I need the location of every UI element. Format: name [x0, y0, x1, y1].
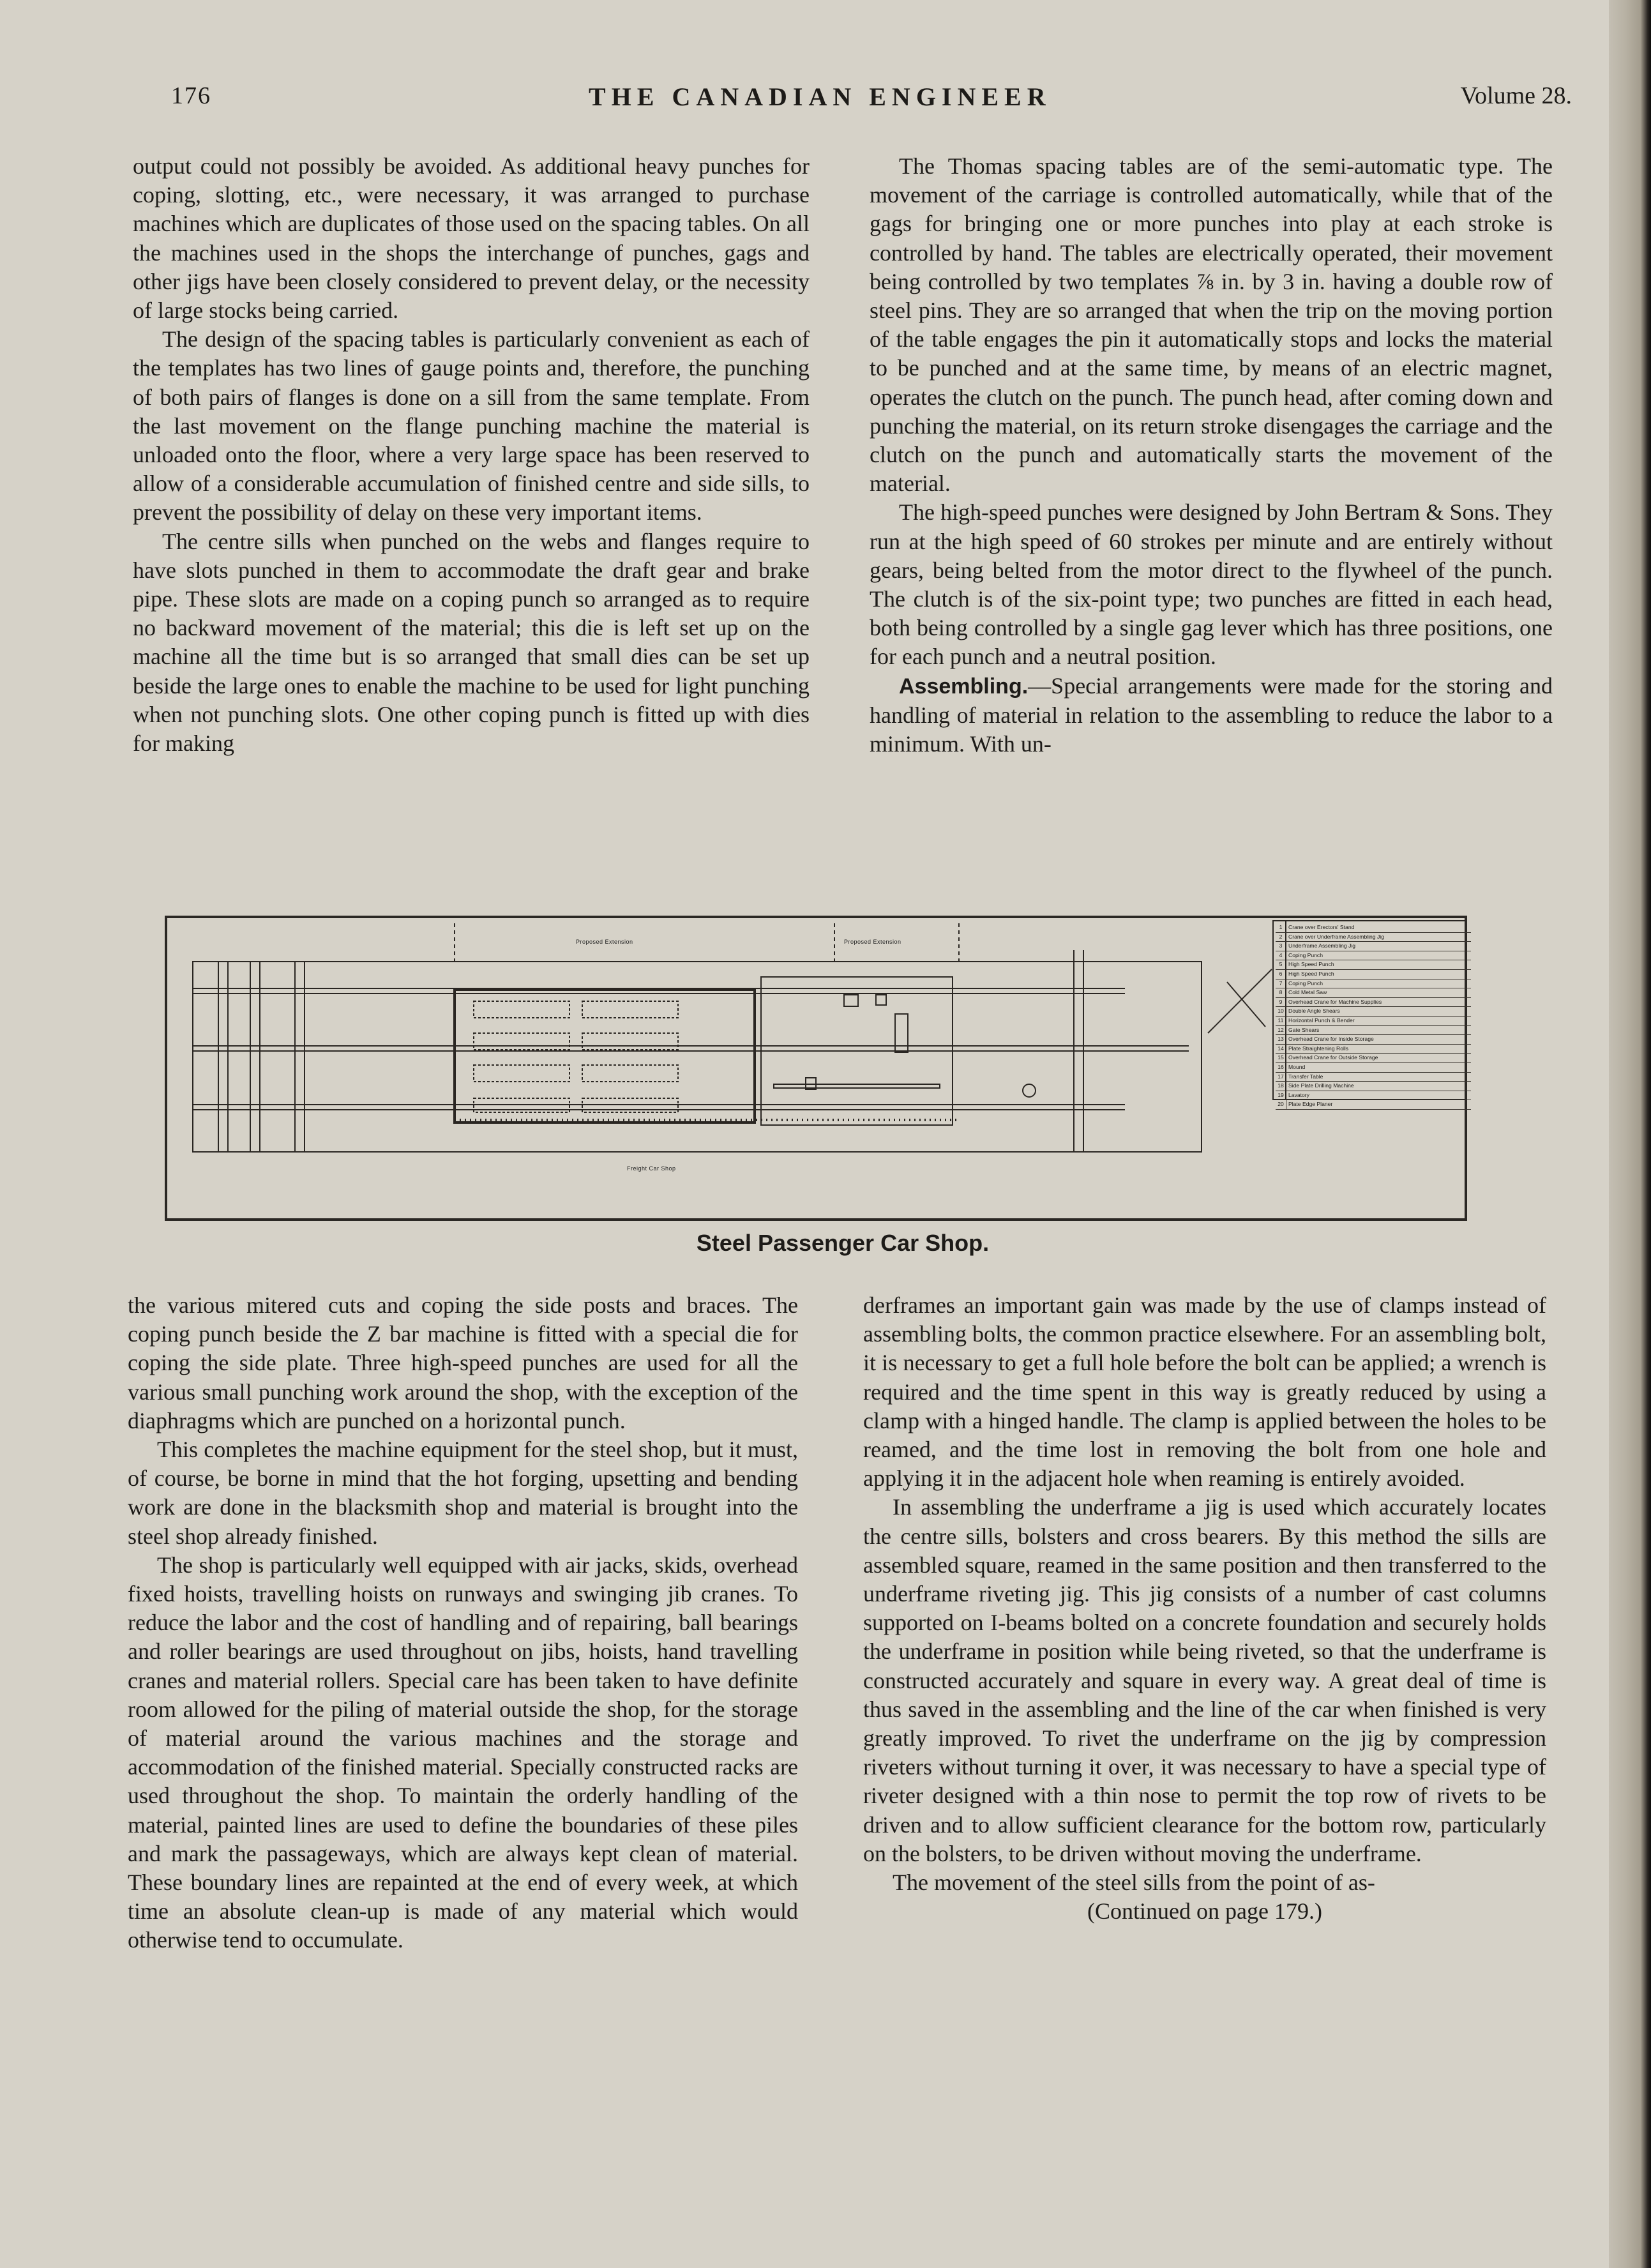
column-top-left [133, 152, 810, 758]
legend-number: 5 [1276, 960, 1286, 969]
paragraph: In assembling the underframe a jig is used which accurately locates the centre sills, bolsters and cross bearers. By this method the sills are assembled square, reamed in the same position and then transferred to the underframe riveting jig. This jig consists of a number of cast columns supported on I-beams bolted on a concrete foundation and securely holds the underframe in position while being riveted, so that the underframe is constructed accurately and square in every way. A great deal of time is thus saved in the assembling and the line of the car when finished is very greatly improved. To rivet the underframe on the jig by compression riveters without turning it over, it was necessary to have a special type of riveter designed with a thin nose to permit the top row of rivets to be driven and to allow sufficient clearance for the bottom row, particularly on the bolsters, to be driven without moving the underframe. [863, 1494, 1546, 1866]
column-bottom-left [128, 1291, 798, 1955]
plan-legend [1276, 923, 1471, 1110]
paragraph [870, 672, 1553, 759]
paragraph: The movement of the steel sills from the point of as- [893, 1870, 1375, 1896]
legend-text: Double Angle Shears [1288, 1008, 1340, 1015]
legend-row [1276, 933, 1471, 942]
legend-number: 19 [1276, 1091, 1286, 1100]
label-freight-car-shop: Freight Car Shop [627, 1165, 676, 1172]
paragraph: the various mitered cuts and coping the side posts and braces. The coping punch beside the Z bar machine is fitted with a special die for coping the side plate. Three high-speed punches are used for all the various small punching work around the shop, with the exception of the diaphragms which are punched on a horizontal punch. [128, 1292, 798, 1433]
page-header [167, 82, 1572, 120]
legend-row [1276, 1045, 1471, 1054]
paragraph: The centre sills when punched on the webs and flanges require to have slots punched in them to accommodate the draft gear and brake pipe. These slots are made on a coping punch so arranged as to require no backward movement of the material; this die is left set up on the machine all the time but is so arranged that small dies can be set up beside the large ones to enable the machine to be used for light punching when not punching slots. One other coping punch is fitted up with dies for making [133, 528, 810, 757]
legend-row [1276, 923, 1471, 933]
label-proposed-extension-2: Proposed Extension [844, 939, 901, 945]
legend-number: 9 [1276, 998, 1286, 1007]
legend-number: 13 [1276, 1035, 1286, 1044]
legend-row [1276, 1035, 1471, 1045]
legend-text: Coping Punch [1288, 951, 1323, 958]
legend-text: High Speed Punch [1288, 961, 1334, 968]
legend-number: 7 [1276, 979, 1286, 988]
legend-number: 10 [1276, 1007, 1286, 1016]
legend-number: 8 [1276, 988, 1286, 997]
book-spine-edge [1609, 0, 1651, 2268]
legend-text: Side Plate Drilling Machine [1288, 1082, 1354, 1089]
legend-number: 12 [1276, 1026, 1286, 1035]
column-bottom-right [863, 1291, 1546, 1926]
legend-text: Lavatory [1288, 1091, 1309, 1098]
legend-row [1276, 951, 1471, 961]
legend-row [1276, 960, 1471, 970]
column-top-right [870, 152, 1553, 759]
legend-row [1276, 988, 1471, 998]
legend-row [1276, 1007, 1471, 1017]
legend-row [1276, 1026, 1471, 1036]
paragraph: The high-speed punches were designed by John Bertram & Sons. They run at the high speed of 60 strokes per minute and are entirely without gears, being belted from the motor direct to the flywheel of the punch. The clutch is of the six-point type; two punches are fitted in each head, both being controlled by a single gag lever which has three positions, one for each punch and a neutral position. [870, 499, 1553, 670]
page-number: 176 [171, 82, 211, 109]
legend-number: 1 [1276, 923, 1286, 932]
subheading-assembling: Assembling. [899, 674, 1029, 699]
legend-text: Plate Straightening Rolls [1288, 1045, 1349, 1052]
continued-note: (Continued on page 179.) [1087, 1898, 1322, 1924]
legend-text: Gate Shears [1288, 1026, 1320, 1033]
legend-text: Coping Punch [1288, 979, 1323, 987]
paragraph: output could not possibly be avoided. As additional heavy punches for coping, slotting, etc., were necessary, it was arranged to purchase machines which are duplicates of those used on the spacing tables. On all the machines used in the shops the interchange of punches, gags and other jigs have been closely considered to prevent delay, or the necessity of large stocks being carried. [133, 153, 810, 324]
paragraph: The shop is particularly well equipped with air jacks, skids, overhead fixed hoists, travelling hoists on runways and swinging jib cranes. To reduce the labor and the cost of handling and of repairing, ball bearings and roller bearings are used throughout on jibs, hoists, hand travelling cranes and material rollers. Special care has been taken to have definite room allowed for the piling of material outside the shop, for the storage of material around the various machines and the storage and accommodation of the finished material. Specially constructed racks are used throughout the shop. To maintain the orderly handling of the material, painted lines are used to define the boundaries of these piles and mark the passageways, which are always kept clean of material. These boundary lines are repainted at the end of every week, at which time an absolute clean-up is made of any material which would otherwise tend to occumulate. [128, 1552, 798, 1953]
legend-number: 2 [1276, 933, 1286, 942]
legend-row [1276, 998, 1471, 1008]
legend-text: Mound [1288, 1063, 1306, 1070]
legend-text: Overhead Crane for Outside Storage [1288, 1054, 1378, 1061]
legend-text: Crane over Erectors' Stand [1288, 924, 1355, 930]
legend-text: Underframe Assembling Jig [1288, 942, 1356, 949]
legend-row [1276, 1017, 1471, 1026]
legend-number: 6 [1276, 970, 1286, 979]
legend-row [1276, 1073, 1471, 1082]
legend-text: Overhead Crane for Inside Storage [1288, 1036, 1374, 1043]
shop-plan-figure [165, 916, 1467, 1221]
legend-number: 15 [1276, 1054, 1286, 1062]
legend-row [1276, 1082, 1471, 1091]
paragraph: The Thomas spacing tables are of the semi-automatic type. The movement of the carriage is controlled automatically, while that of the gags for bringing one or more punches into play at each stroke is controlled by hand. The tables are electrically operated, their movement being controlled by two templates ⅞ in. by 3 in. having a double row of steel pins. They are so arranged that when the trip on the moving portion of the table engages the pin it automatically stops and locks the material to be punched and at the same time, by means of an electric magnet, operates the clutch on the punch. The punch head, after coming down and punching the material, on its return stroke disengages the carriage and the clutch on the punch and automatically starts the movement of the material. [870, 153, 1553, 497]
legend-text: Overhead Crane for Machine Supplies [1288, 998, 1382, 1005]
legend-number: 17 [1276, 1073, 1286, 1082]
legend-row [1276, 942, 1471, 951]
legend-row [1276, 970, 1471, 979]
label-proposed-extension-1: Proposed Extension [576, 939, 633, 945]
legend-row [1276, 1063, 1471, 1073]
legend-number: 4 [1276, 951, 1286, 960]
legend-number: 11 [1276, 1017, 1286, 1025]
floor-plan-drawing [167, 918, 1465, 1218]
legend-row [1276, 1100, 1471, 1110]
legend-row [1276, 1054, 1471, 1063]
legend-number: 20 [1276, 1100, 1286, 1109]
legend-text: Plate Edge Planer [1288, 1101, 1333, 1108]
legend-number: 16 [1276, 1063, 1286, 1072]
legend-text: Cold Metal Saw [1288, 989, 1327, 996]
legend-text: Crane over Underframe Assembling Jig [1288, 933, 1384, 940]
legend-text: Horizontal Punch & Bender [1288, 1017, 1355, 1024]
journal-title: THE CANADIAN ENGINEER [589, 82, 1052, 111]
assembling-text: —Special arrangements were made for the storing and handling of material in relation to the assembling to reduce the labor to a minimum. With un- [870, 672, 1553, 757]
legend-row [1276, 979, 1471, 989]
paragraph: The design of the spacing tables is particularly convenient as each of the templates has two lines of gauge points and, therefore, the punching of both pairs of flanges is done on a sill from the same template. From the last movement on the flange punching machine the material is unloaded onto the floor, where a very large space has been reserved to allow of a considerable accumulation of finished centre and side sills, to prevent the possibility of delay on these very important items. [133, 326, 810, 525]
paragraph: This completes the machine equipment for the steel shop, but it must, of course, be borne in mind that the hot forging, upsetting and bending work are done in the blacksmith shop and material is brought into the steel shop already finished. [128, 1437, 798, 1549]
volume-label: Volume 28. [1460, 82, 1572, 109]
paragraph: derframes an important gain was made by the use of clamps instead of assembling bolts, the common practice elsewhere. For an assembling bolt, it is necessary to get a full hole before the bolt can be applied; a wrench is required and the time spent in this way is greatly reduced by using a clamp with a hinged handle. The clamp is applied between the holes to be reamed, and the time lost in removing the bolt from one hole and applying it in the adjacent hole when reaming is entirely avoided. [863, 1292, 1546, 1492]
legend-number: 18 [1276, 1082, 1286, 1091]
legend-number: 14 [1276, 1045, 1286, 1054]
legend-number: 3 [1276, 942, 1286, 951]
legend-text: High Speed Punch [1288, 970, 1334, 977]
figure-caption: Steel Passenger Car Shop. [696, 1230, 990, 1256]
legend-text: Transfer Table [1288, 1073, 1323, 1080]
legend-row [1276, 1091, 1471, 1101]
